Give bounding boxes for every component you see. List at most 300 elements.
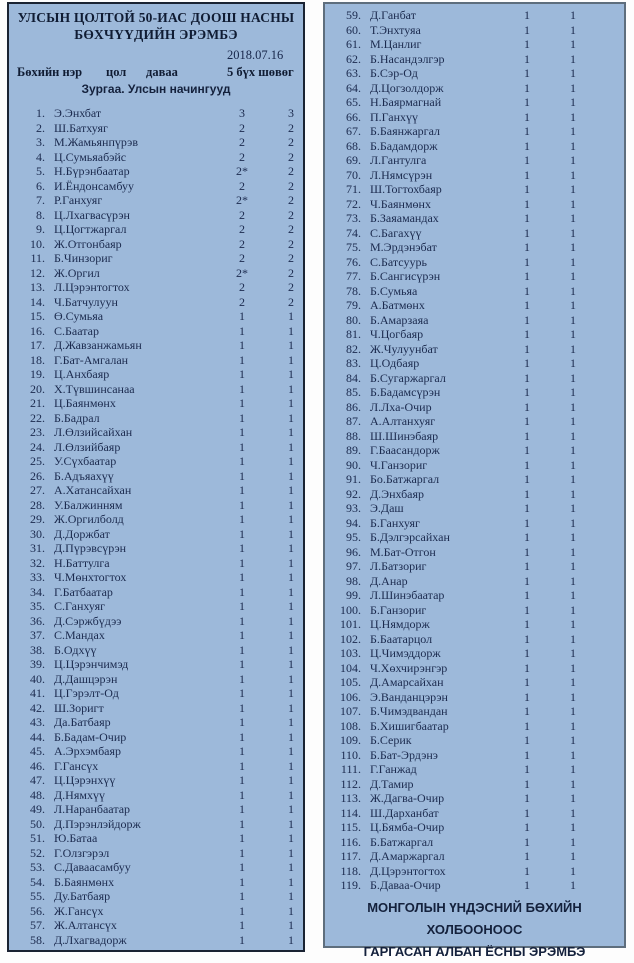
row-rank: 97.: [346, 559, 361, 573]
row-rank: 34.: [30, 584, 45, 599]
row-rank: 63.: [346, 66, 361, 80]
shuvug-value: 1: [288, 787, 294, 802]
row-rank: 78.: [346, 283, 361, 298]
shuvug-value: 1: [570, 762, 576, 776]
wrestler-name: С.Багахүү: [370, 225, 422, 240]
wrestler-name: Д.Пүрэвсүрэн: [54, 541, 127, 555]
shuvug-value: 1: [288, 700, 294, 715]
shuvug-value: 1: [288, 729, 294, 744]
row-rank: 112.: [340, 776, 361, 791]
shuvug-value: 1: [570, 559, 576, 573]
shuvug-value: 2: [288, 178, 294, 193]
davaa-value: 1: [524, 544, 530, 559]
row-rank: 106.: [340, 689, 361, 704]
davaa-value: 1: [524, 675, 530, 689]
wrestler-name: Б.Бадрал: [54, 410, 100, 425]
davaa-value: 1: [239, 381, 245, 396]
shuvug-value: 1: [570, 51, 576, 66]
table-row: [325, 472, 624, 487]
wrestler-name: Б.Баатарцол: [370, 631, 433, 646]
wrestler-name: С.Даваасамбуу: [54, 860, 131, 874]
shuvug-value: 1: [288, 831, 294, 845]
table-row: [325, 298, 624, 313]
shuvug-value: 1: [570, 269, 576, 283]
davaa-value: 1: [239, 599, 245, 613]
wrestler-name: Б.Сангисүрэн: [370, 269, 441, 283]
shuvug-value: 1: [570, 37, 576, 51]
row-rank: 9.: [36, 222, 45, 236]
davaa-value: 1: [524, 298, 530, 312]
davaa-value: 1: [239, 758, 245, 773]
davaa-value: 1: [239, 657, 245, 671]
wrestler-name: С.Батсуурь: [370, 254, 427, 269]
row-rank: 110.: [340, 747, 361, 762]
davaa-value: 1: [239, 918, 245, 932]
shuvug-value: 2: [288, 251, 294, 265]
davaa-value: 2: [239, 294, 245, 309]
wrestler-name: Ц.Цэрэнчимэд: [54, 657, 129, 671]
row-rank: 52.: [30, 845, 45, 860]
wrestler-name: Д.Сэржбүдээ: [54, 613, 122, 628]
table-row: [325, 748, 624, 763]
davaa-value: 1: [239, 367, 245, 381]
wrestler-name: Д.Лхагвадорж: [54, 932, 127, 947]
row-rank: 80.: [346, 312, 361, 327]
shuvug-value: 1: [288, 686, 294, 700]
wrestler-name: С.Мандах: [54, 628, 105, 642]
row-rank: 81.: [346, 327, 361, 341]
row-rank: 82.: [346, 341, 361, 356]
row-rank: 105.: [340, 675, 361, 689]
davaa-value: 1: [239, 671, 245, 686]
davaa-value: 2: [239, 135, 245, 149]
table-row: [9, 353, 303, 368]
davaa-value: 1: [524, 646, 530, 660]
shuvug-value: 1: [288, 918, 294, 932]
row-rank: 98.: [346, 573, 361, 588]
shuvug-value: 1: [570, 312, 576, 327]
row-rank: 101.: [340, 617, 361, 631]
davaa-value: 1: [524, 501, 530, 515]
wrestler-name: Ц.Анхбаяр: [54, 367, 110, 381]
table-row: [9, 831, 303, 846]
wrestler-name: Л.Гантулга: [370, 153, 427, 167]
table-row: [325, 588, 624, 603]
row-rank: 68.: [346, 138, 361, 153]
table-row: [9, 686, 303, 701]
row-rank: 107.: [340, 704, 361, 718]
wrestler-name: Г.Олзгэрэл: [54, 845, 110, 860]
table-row: [325, 81, 624, 96]
row-rank: 20.: [30, 381, 45, 396]
footer-note: [325, 897, 624, 963]
row-rank: 92.: [346, 486, 361, 501]
davaa-value: 1: [524, 399, 530, 414]
row-rank: 93.: [346, 501, 361, 515]
davaa-value: 1: [239, 338, 245, 352]
row-rank: 21.: [30, 396, 45, 410]
wrestler-name: Г.Ганжад: [370, 762, 417, 776]
row-rank: 1.: [36, 106, 45, 120]
shuvug-value: 1: [570, 660, 576, 675]
section-subtitle: Зургаа. Улсын начингууд: [81, 82, 231, 96]
shuvug-value: 1: [570, 544, 576, 559]
shuvug-value: 1: [570, 820, 576, 834]
shuvug-value: 1: [570, 834, 576, 849]
wrestler-name: У.Балжинням: [54, 497, 123, 512]
shuvug-value: 1: [570, 617, 576, 631]
davaa-value: 1: [239, 642, 245, 657]
table-row: [325, 835, 624, 850]
row-rank: 94.: [346, 515, 361, 530]
row-rank: 60.: [346, 22, 361, 37]
wrestler-name: Ц.Лхагвасүрэн: [54, 207, 130, 222]
wrestler-name: Д.Нямхүү: [54, 787, 105, 802]
wrestler-name: Б.Адъяахүү: [54, 468, 114, 483]
row-rank: 102.: [340, 631, 361, 646]
shuvug-value: 1: [570, 747, 576, 762]
davaa-value: 1: [239, 700, 245, 715]
davaa-value: 1: [524, 124, 530, 138]
row-rank: 115.: [340, 820, 361, 834]
row-rank: 7.: [36, 193, 45, 207]
table-row: [325, 429, 624, 444]
wrestler-name: Л.Шинэбаатар: [370, 588, 445, 602]
row-rank: 19.: [30, 367, 45, 381]
shuvug-value: 1: [288, 657, 294, 671]
table-row: [9, 498, 303, 513]
davaa-value: 2: [239, 251, 245, 265]
davaa-value: 1: [239, 845, 245, 860]
shuvug-value: 1: [570, 182, 576, 196]
table-row: [325, 23, 624, 38]
row-rank: 11.: [30, 251, 45, 265]
table-row: [325, 313, 624, 328]
wrestler-name: Д.Амаржаргал: [370, 849, 445, 863]
row-rank: 25.: [30, 454, 45, 468]
wrestler-name: Х.Түвшинсанаа: [54, 381, 135, 396]
shuvug-value: 1: [570, 167, 576, 182]
wrestler-name: Ж.Оргил: [54, 265, 100, 280]
table-row: [9, 556, 303, 571]
table-row: [325, 690, 624, 705]
row-rank: 4.: [36, 149, 45, 164]
row-rank: 14.: [30, 294, 45, 309]
shuvug-value: 2: [288, 236, 294, 251]
shuvug-value: 1: [288, 352, 294, 367]
wrestler-name: Г.Баасандорж: [370, 443, 440, 457]
table-row: [325, 719, 624, 734]
wrestler-name: Ц.Бямба-Очир: [370, 820, 445, 834]
row-rank: 56.: [30, 903, 45, 918]
wrestler-name: Ц.Гэрэлт-Од: [54, 686, 119, 700]
davaa-value: 1: [239, 454, 245, 468]
table-row: [325, 559, 624, 574]
row-rank: 116.: [340, 834, 361, 849]
row-rank: 61.: [346, 37, 361, 51]
wrestler-name: Ч.Батчулуун: [54, 294, 118, 309]
row-rank: 35.: [30, 599, 45, 613]
row-rank: 83.: [346, 356, 361, 370]
table-row: [9, 150, 303, 165]
wrestler-name: Б.Сугаржаргал: [370, 370, 446, 385]
table-row: [9, 440, 303, 455]
table-row: [325, 849, 624, 864]
davaa-value: 1: [524, 22, 530, 37]
shuvug-value: 1: [570, 22, 576, 37]
table-row: [325, 632, 624, 647]
wrestler-name: П.Ганхүү: [370, 109, 419, 124]
table-row: [325, 269, 624, 284]
shuvug-value: 1: [288, 628, 294, 642]
davaa-value: 1: [239, 729, 245, 744]
shuvug-value: 1: [570, 849, 576, 863]
shuvug-value: 1: [288, 889, 294, 903]
row-rank: 54.: [30, 874, 45, 889]
row-rank: 59.: [346, 8, 361, 22]
wrestler-name: А.Хатансайхан: [54, 483, 132, 497]
table-row: [325, 864, 624, 879]
table-row: [325, 139, 624, 154]
wrestler-name: Ж.Чулуунбат: [370, 341, 438, 356]
davaa-value: 1: [524, 776, 530, 791]
wrestler-name: Ц.Баянмөнх: [54, 396, 116, 410]
wrestler-name: Д.Жавзанжамьян: [54, 338, 142, 352]
wrestler-name: Б.Батжаргал: [370, 834, 434, 849]
row-rank: 43.: [30, 715, 45, 729]
wrestler-name: А.Батмөнх: [370, 298, 425, 312]
davaa-value: 1: [239, 715, 245, 729]
shuvug-value: 1: [570, 472, 576, 486]
shuvug-value: 1: [288, 903, 294, 918]
wrestler-name: Ц.Нямдорж: [370, 617, 430, 631]
wrestler-name: Ду.Батбаяр: [54, 889, 111, 903]
shuvug-value: 1: [570, 791, 576, 805]
davaa-value: 1: [524, 312, 530, 327]
shuvug-value: 1: [570, 631, 576, 646]
wrestler-name: Б.Чинзориг: [54, 251, 113, 265]
davaa-value: 1: [524, 820, 530, 834]
davaa-value: 1: [524, 341, 530, 356]
shuvug-value: 1: [570, 588, 576, 602]
row-rank: 23.: [30, 425, 45, 439]
wrestler-name: У.Сүхбаатар: [54, 454, 117, 468]
row-rank: 50.: [30, 816, 45, 831]
shuvug-value: 1: [570, 66, 576, 80]
table-row: [325, 516, 624, 531]
table-row: [325, 414, 624, 429]
shuvug-value: 1: [288, 396, 294, 410]
row-rank: 16.: [30, 323, 45, 338]
row-rank: 31.: [30, 541, 45, 555]
wrestler-name: М.Бат-Отгон: [370, 544, 436, 559]
wrestler-name: Д.Цогзолдорж: [370, 80, 444, 95]
row-rank: 62.: [346, 51, 361, 66]
table-row: [9, 106, 303, 121]
wrestler-name: Ж.Отгонбаяр: [54, 236, 122, 251]
davaa-value: 1: [524, 530, 530, 544]
column-headers: [9, 65, 303, 81]
wrestler-name: Г.Бат-Амгалан: [54, 352, 129, 367]
davaa-value: 1: [524, 327, 530, 341]
wrestler-name: Н.Баттулга: [54, 555, 110, 570]
wrestler-name: Л.Цэрэнтогтох: [54, 280, 130, 294]
title-line-1: УЛСЫН ЦОЛТОЙ 50-ИАС ДООШ НАСНЫ: [17, 10, 295, 25]
davaa-value: 1: [239, 613, 245, 628]
row-rank: 69.: [346, 153, 361, 167]
table-row: [325, 342, 624, 357]
table-row: [9, 396, 303, 411]
wrestler-name: Ш.Дарханбат: [370, 805, 439, 820]
shuvug-value: 1: [288, 802, 294, 816]
davaa-value: 2: [239, 120, 245, 135]
davaa-value: 1: [239, 555, 245, 570]
row-rank: 45.: [30, 744, 45, 758]
davaa-value: 1: [524, 834, 530, 849]
davaa-value: 1: [524, 80, 530, 95]
shuvug-value: 1: [288, 758, 294, 773]
shuvug-value: 2: [288, 149, 294, 164]
shuvug-value: 1: [288, 584, 294, 599]
col-header-name: Бөхийн нэр: [17, 65, 83, 79]
shuvug-value: 1: [288, 425, 294, 439]
row-rank: 86.: [346, 399, 361, 414]
wrestler-name: Б.Дэлгэрсайхан: [370, 530, 450, 544]
row-rank: 12.: [30, 265, 45, 280]
row-rank: 104.: [340, 660, 361, 675]
table-row: [9, 715, 303, 730]
wrestler-name: Ч.Баянмөнх: [370, 196, 431, 211]
shuvug-value: 1: [570, 486, 576, 501]
wrestler-name: Ж.Алтансүх: [54, 918, 117, 932]
table-row: [9, 135, 303, 150]
shuvug-value: 1: [570, 399, 576, 414]
table-row: [9, 817, 303, 832]
shuvug-value: 1: [570, 863, 576, 878]
wrestler-name: Б.Бадам-Очир: [54, 729, 127, 744]
date-label: 2018.07.16: [227, 48, 284, 62]
shuvug-value: 1: [570, 414, 576, 428]
shuvug-value: 1: [570, 457, 576, 472]
table-row: [9, 411, 303, 426]
shuvug-value: 1: [570, 646, 576, 660]
table-row: [325, 458, 624, 473]
shuvug-value: 1: [570, 283, 576, 298]
table-row: [9, 483, 303, 498]
row-rank: 6.: [36, 178, 45, 193]
row-rank: 66.: [346, 109, 361, 124]
shuvug-value: 1: [570, 675, 576, 689]
shuvug-value: 1: [288, 381, 294, 396]
davaa-value: 1: [524, 805, 530, 820]
davaa-value: 1: [524, 66, 530, 80]
table-row: [9, 324, 303, 339]
table-row: [9, 802, 303, 817]
shuvug-value: 1: [288, 715, 294, 729]
table-row: [9, 541, 303, 556]
row-rank: 17.: [30, 338, 45, 352]
table-row: [9, 382, 303, 397]
shuvug-value: 1: [288, 483, 294, 497]
wrestler-name: Б.Даваа-Очир: [370, 878, 441, 892]
davaa-value: 2*: [236, 265, 248, 280]
wrestler-name: Г.Батбаатар: [54, 584, 113, 599]
table-row: [9, 933, 303, 948]
table-row: [325, 255, 624, 270]
wrestler-name: Б.Бадамсүрэн: [370, 385, 441, 399]
table-row: [9, 469, 303, 484]
shuvug-value: 1: [570, 805, 576, 820]
table-row: [325, 168, 624, 183]
davaa-value: 2: [239, 222, 245, 236]
davaa-value: 1: [239, 541, 245, 555]
wrestler-name: Ч.Мөнхтогтох: [54, 570, 127, 584]
table-row: [9, 860, 303, 875]
table-row: [325, 240, 624, 255]
row-rank: 27.: [30, 483, 45, 497]
davaa-value: 1: [524, 37, 530, 51]
row-rank: 65.: [346, 95, 361, 109]
wrestler-name: Э.Ванданцэрэн: [370, 689, 448, 704]
row-rank: 29.: [30, 512, 45, 526]
shuvug-value: 1: [288, 642, 294, 657]
davaa-value: 1: [239, 773, 245, 787]
shuvug-value: 2: [288, 164, 294, 178]
davaa-value: 1: [524, 414, 530, 428]
row-rank: 36.: [30, 613, 45, 628]
row-rank: 118.: [340, 863, 361, 878]
table-row: [325, 110, 624, 125]
wrestler-name: А.Эрхэмбаяр: [54, 744, 122, 758]
shuvug-value: 2: [288, 294, 294, 309]
davaa-value: 1: [239, 526, 245, 541]
shuvug-value: 1: [570, 689, 576, 704]
table-row: [325, 371, 624, 386]
row-rank: 100.: [340, 602, 361, 617]
table-row: [9, 222, 303, 237]
wrestler-name: А.Алтанхуяг: [370, 414, 436, 428]
shuvug-value: 1: [288, 454, 294, 468]
row-rank: 58.: [30, 932, 45, 947]
shuvug-value: 1: [570, 327, 576, 341]
table-row: [9, 121, 303, 136]
table-row: [325, 791, 624, 806]
table-row: [325, 66, 624, 81]
shuvug-value: 1: [570, 8, 576, 22]
table-row: [325, 762, 624, 777]
davaa-value: 1: [239, 903, 245, 918]
shuvug-value: 1: [570, 385, 576, 399]
wrestler-name: Д.Цэрэнтогтох: [370, 863, 446, 878]
davaa-value: 1: [524, 240, 530, 254]
shuvug-value: 1: [570, 776, 576, 791]
shuvug-value: 1: [570, 80, 576, 95]
wrestler-name: Б.Ганхуяг: [370, 515, 420, 530]
shuvug-value: 2: [288, 120, 294, 135]
wrestler-name: Д.Доржбат: [54, 526, 110, 541]
wrestler-name: Б.Серик: [370, 733, 412, 747]
left-panel: [7, 2, 305, 952]
wrestler-name: Э.Энхбат: [54, 106, 102, 120]
footer-line-2: ГАРГАСАН АЛБАН ЁСНЫ ЭРЭМБЭ: [363, 944, 586, 959]
davaa-value: 1: [524, 182, 530, 196]
davaa-value: 1: [524, 254, 530, 269]
wrestler-name: Т.Энхтуяа: [370, 22, 421, 37]
davaa-value: 1: [239, 512, 245, 526]
davaa-value: 1: [524, 660, 530, 675]
wrestler-name: Ш.Шинэбаяр: [370, 428, 439, 443]
row-rank: 70.: [346, 167, 361, 182]
